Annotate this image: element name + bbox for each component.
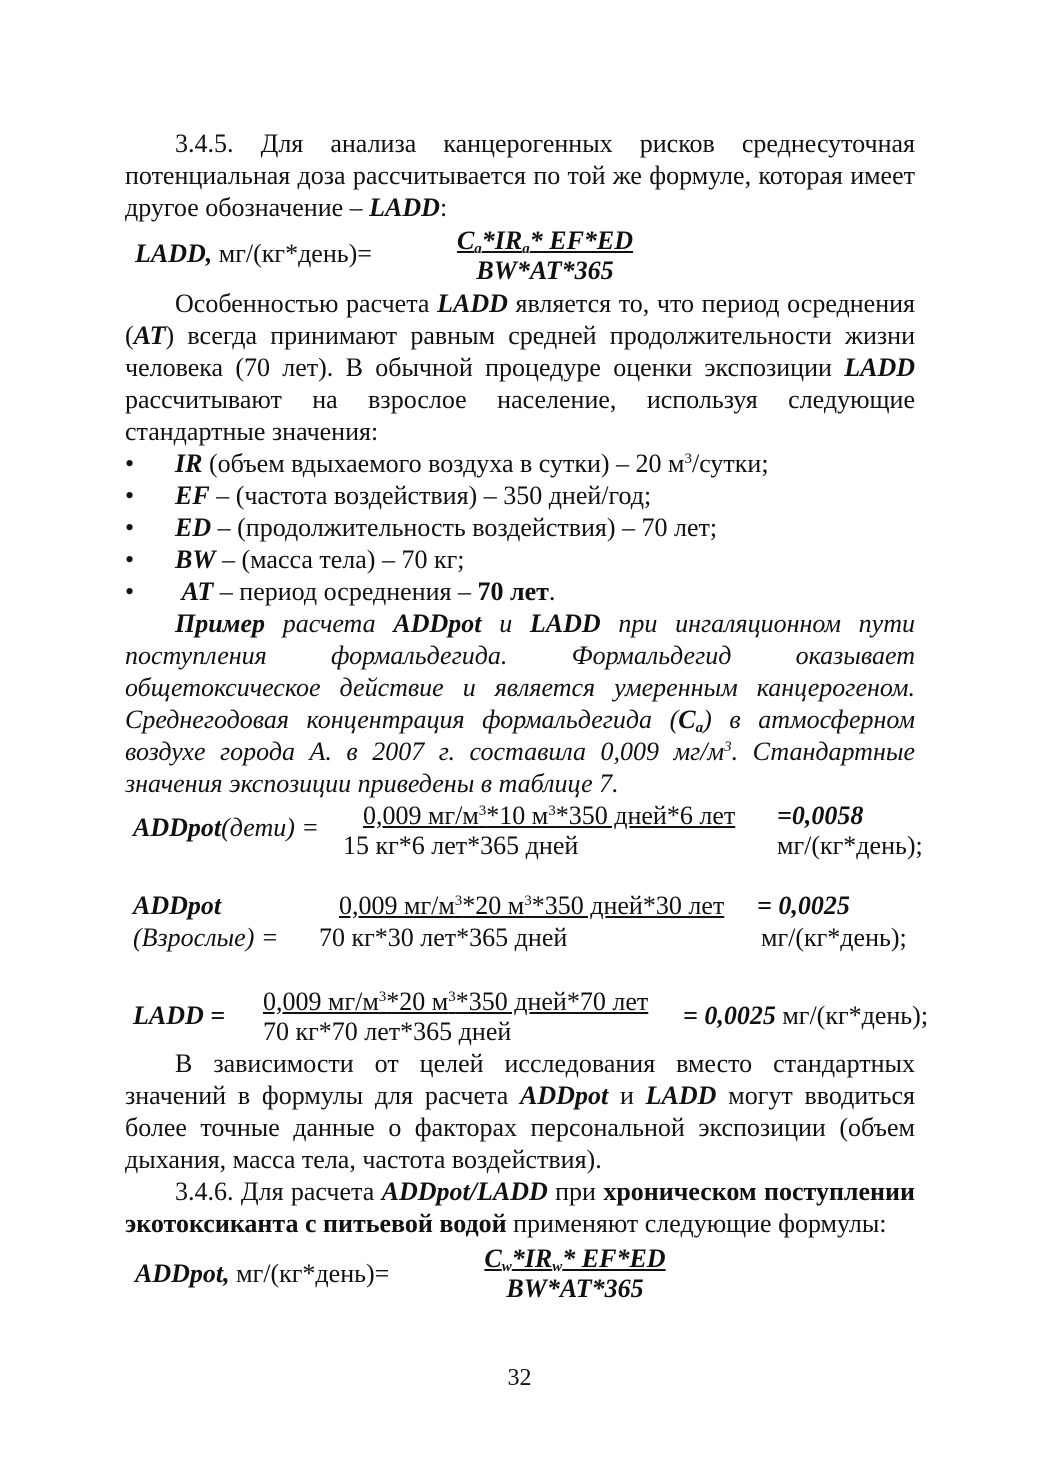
- calc-numerator: 0,009 $мг/м^3*20$ $м^3*350$ дней*70 лет: [263, 987, 649, 1016]
- calc-numerator: 0,009 $мг/м^3*10$ $м^3*350$ дней*6 лет: [363, 801, 736, 830]
- paragraph-research-goals: В зависимости от целей исследования вместо стандартных значений в формулы для расчета ADDpot и LADD могут вводиться более точные данные о факторах персональной экспозиции (объем дыхания, масса тела, частота воздействия).: [125, 1049, 915, 1174]
- formula-ladd-label: LADD, мг/(кг*день)=: [135, 239, 372, 268]
- list-item: • ED – (продолжительность воздействия) – 70 лет;: [125, 513, 718, 542]
- calc-label: ADDpot: [133, 891, 222, 920]
- formula-ladd: [125, 224, 915, 288]
- page-body: [125, 128, 929, 1310]
- formula-addpot-fraction: $C_w*IR_w*$ EF*ED BW*AT*365: [484, 1244, 666, 1303]
- calc-label: LADD =: [133, 1001, 226, 1030]
- calc-denominator: 70 кг*30 лет*365 дней: [319, 923, 568, 952]
- paragraph-example: Пример расчета ADDpot и LADD при ингаляционном пути поступления формальдегида. Формальдегид оказывает общетоксическое действие и является умеренным канцерогеном. Среднегодовая концентрация формальдегида $(C_a)$ в атмосферном воздухе города А. в 2007 г. составила 0,009 $мг/м^3$. Стандартные значения экспозиции приведены в таблице 7.: [125, 609, 915, 798]
- calc-numerator: 0,009 $мг/м^3*20$ $м^3*350$ дней*30 лет: [339, 891, 725, 920]
- calc-addpot-adults: [125, 862, 915, 956]
- formula-ladd-fraction: $C_a*IR_a*$ EF*ED BW*AT*365: [456, 226, 634, 285]
- calc-ladd: [125, 956, 929, 1048]
- standard-values-list: [125, 448, 915, 608]
- paragraph-3-4-6: 3.4.6. Для расчета ADDpot/LADD при хроническом поступлении экотоксиканта с питьевой водой применяют следующие формулы:: [125, 1177, 915, 1238]
- page-number: 32: [507, 1365, 532, 1391]
- list-item: • IR (объем вдыхаемого воздуха в сутки) – 20 $м^3$/сутки;: [125, 449, 769, 478]
- list-item: • AT – период осреднения – 70 лет.: [125, 577, 556, 606]
- calc-addpot-children: [125, 800, 923, 862]
- calc-label: ADDpot(дети) =: [133, 813, 319, 842]
- paragraph-3-4-5: 3.4.5. Для анализа канцерогенных рисков среднесуточная потенциальная доза рассчитывается по той же формуле, которая имеет другое обозначение – LADD:: [125, 129, 915, 222]
- formula-addpot-water: [125, 1240, 915, 1310]
- list-item: • EF – (частота воздействия) – 350 дней/год;: [125, 481, 652, 510]
- list-item: • BW – (масса тела) – 70 кг;: [125, 545, 465, 574]
- calc-denominator: 70 кг*70 лет*365 дней: [263, 1017, 512, 1046]
- calc-result: = 0,0025 мг/(кг*день);: [683, 1001, 929, 1030]
- paragraph-ladd-features: Особенностью расчета LADD является то, что период осреднения (AT) всегда принимают равным средней продолжительности жизни человека (70 лет). В обычной процедуре оценки экспозиции LADD рассчитывают на взрослое население, используя следующие стандартные значения:: [125, 289, 916, 446]
- calc-unit: мг/(кг*день);: [777, 831, 923, 860]
- calc-result: = 0,0025: [757, 891, 850, 920]
- calc-result: =0,0058: [777, 801, 864, 830]
- calc-unit: мг/(кг*день);: [761, 923, 907, 952]
- formula-addpot-label: ADDpot, мг/(кг*день)=: [135, 1259, 390, 1288]
- calc-denominator: 15 кг*6 лет*365 дней: [343, 831, 579, 860]
- calc-label-sub: (Взрослые) =: [133, 923, 279, 952]
